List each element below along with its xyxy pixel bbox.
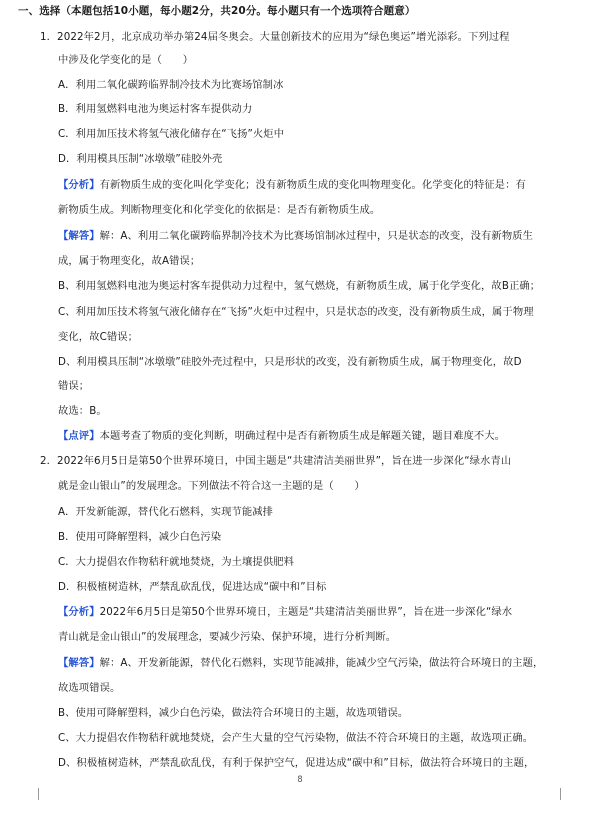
q1-option-c: C．利用加压技术将氢气液化储存在“飞扬”火炬中: [58, 128, 285, 140]
q2-option-c: C．大力提倡农作物秸秆就地焚烧，为土壤提供肥料: [58, 556, 295, 568]
q1-comment-tag: 【点评】: [58, 430, 100, 442]
q1-option-a: A．利用二氧化碳跨临界制冷技术为比赛场馆制冰: [58, 79, 284, 91]
q2-stem-line1: 2．2022年6月5日是第50个世界环境日，中国主题是“共建清洁美丽世界”，旨在进一步深化“绿水青山: [40, 455, 512, 467]
q1-analysis-line1: [58, 178, 526, 192]
section-title: 一、选择（本题包括10小题，每小题2分，共20分。每小题只有一个选项符合题意）: [18, 5, 416, 17]
q2-answer-line3: B、使用可降解塑料，减少白色污染，做法符合环境日的主题，故选项错误。: [58, 707, 409, 719]
q2-answer-tag: 【解答】: [58, 657, 100, 669]
q1-stem-line1: 1．2022年2月，北京成功举办第24届冬奥会。大量创新技术的应用为“绿色奥运”增光添彩。下列过程: [40, 31, 510, 43]
q1-option-b: B．利用氢燃料电池为奥运村客车提供动力: [58, 103, 253, 115]
q1-comment-text: 本题考查了物质的变化判断，明确过程中是否有新物质生成是解题关键，题目难度不大。: [99, 430, 506, 442]
q1-answer-line3: B、利用氢燃料电池为奥运村客车提供动力过程中，氢气燃烧，有新物质生成，属于化学变化，故B正确；: [58, 280, 541, 292]
q2-answer-line4: C、大力提倡农作物秸秆就地焚烧，会产生大量的空气污染物，做法不符合环境日的主题，故选项正确。: [58, 732, 534, 744]
q1-answer-line7: 错误；: [58, 380, 90, 392]
q2-stem-line2: 就是金山银山”的发展理念。下列做法不符合这一主题的是（ ）: [58, 480, 365, 492]
q1-answer-line1: [58, 229, 533, 243]
q1-option-d: D．利用模具压制“冰墩墩”硅胶外壳: [58, 153, 223, 165]
q1-stem-line2: 中涉及化学变化的是（ ）: [58, 54, 194, 66]
q1-answer-tag: 【解答】: [58, 230, 100, 242]
q2-answer-line1: [58, 656, 543, 670]
q1-comment-line: [58, 429, 505, 443]
margin-mark-right: [560, 788, 561, 800]
q2-option-d: D．积极植树造林，严禁乱砍乱伐，促进达成“碳中和”目标: [58, 581, 327, 593]
q1-answer-text1: 解：A、利用二氧化碳跨临界制冷技术为比赛场馆制冰过程中，只是状态的改变，没有新物质生: [99, 230, 534, 242]
q1-analysis-text1: 有新物质生成的变化叫化学变化；没有新物质生成的变化叫物理变化。化学变化的特征是：有: [99, 179, 526, 191]
q2-answer-line2: 故选项错误。: [58, 682, 121, 694]
q2-answer-line5: D、积极植树造林，严禁乱砍乱伐，有利于保护空气，促进达成“碳中和”目标，做法符合环境日的主题，: [58, 757, 535, 769]
q1-choose: 故选：B。: [58, 405, 107, 417]
q1-answer-line5: 变化，故C错误；: [58, 331, 139, 343]
q2-analysis-line1: [58, 605, 512, 619]
q2-analysis-text1: 2022年6月5日是第50个世界环境日，主题是“共建清洁美丽世界”，旨在进一步深化“绿水: [99, 606, 513, 618]
q2-option-b: B．使用可降解塑料，减少白色污染: [58, 531, 222, 543]
q1-answer-line4: C、利用加压技术将氢气液化储存在“飞扬”火炬中过程中，只是状态的改变，没有新物质生成，属于物理: [58, 306, 534, 318]
page-number: 8: [297, 775, 303, 785]
q2-answer-text1: 解：A、开发新能源，替代化石燃料，实现节能减排，能减少空气污染，做法符合环境日的主题，: [99, 657, 544, 669]
q1-analysis-line2: 新物质生成。判断物理变化和化学变化的依据是：是否有新物质生成。: [58, 204, 381, 216]
q2-analysis-line2: 青山就是金山银山”的发展理念，要减少污染、保护环境，进行分析判断。: [58, 631, 397, 643]
q2-analysis-tag: 【分析】: [58, 606, 100, 618]
q1-answer-line2: 成，属于物理变化，故A错误；: [58, 255, 201, 267]
q1-analysis-tag: 【分析】: [58, 179, 100, 191]
q2-option-a: A．开发新能源，替代化石燃料，实现节能减排: [58, 506, 274, 518]
margin-mark-left: [38, 788, 39, 800]
q1-answer-line6: D、利用模具压制“冰墩墩”硅胶外壳过程中，只是形状的改变，没有新物质生成，属于物理变化，故D: [58, 356, 522, 368]
